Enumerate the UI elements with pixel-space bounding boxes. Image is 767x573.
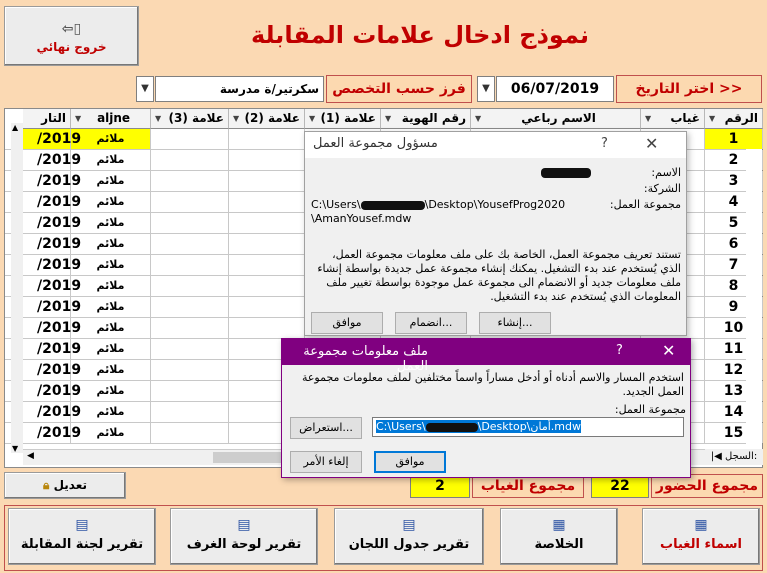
presence-total-value: 22 [591,474,649,498]
grid-cell[interactable] [151,255,229,275]
row-number-cell[interactable]: 5 [705,213,763,233]
scroll-down-icon[interactable]: ▼ [12,444,19,453]
date-cell[interactable]: /2019 [23,150,71,170]
grid-cell[interactable] [229,150,305,170]
report-icon: ▦ [552,517,566,533]
grid-cell[interactable] [229,255,305,275]
date-label: اختر التاريخ >> [616,75,762,103]
specialty-dropdown-button[interactable] [136,76,154,102]
row-number-cell[interactable]: 4 [705,192,763,212]
aljne-cell[interactable]: ملائم [71,192,151,212]
aljne-cell[interactable]: ملائم [71,129,151,149]
absence-total-value: 2 [410,474,470,498]
record-first-icon[interactable]: |◀ [710,451,722,462]
column-header-id[interactable]: ▼ رقم الهوية [381,109,471,129]
report-icon: ▤ [237,517,251,533]
date-cell[interactable]: /2019 [23,276,71,296]
interview-committee-report-button[interactable]: ▤ تقرير لجنة المقابلة [8,508,156,565]
grid-cell[interactable] [151,339,229,359]
sort-arrow-icon: ▼ [75,114,82,123]
column-header-number[interactable]: ▼ الرقم [705,109,763,129]
path-selection: C:\Users\ \Desktop\أمان.mdw [376,420,581,433]
aljne-cell[interactable]: ملائم [71,234,151,254]
row-number-cell[interactable]: 11 [705,339,763,359]
grid-cell[interactable] [151,423,229,443]
sort-arrow-icon: ▼ [475,114,482,123]
column-header-name[interactable]: ▼ الاسم رباعي [471,109,641,129]
row-number-cell[interactable]: 7 [705,255,763,275]
date-cell[interactable]: /2019 [23,318,71,338]
grid-cell[interactable] [151,192,229,212]
lock-icon: 🔒︎ [42,478,50,492]
scroll-left-icon[interactable]: ◀ [27,451,34,461]
aljne-cell[interactable]: ملائم [71,255,151,275]
report-icon: ▤ [402,517,416,533]
workgroup-description: تستند تعريف مجموعة العمل، الخاصة بك على ملف معلومات مجموعة العمل، الذي يُستخدم عند بدء التشغيل. يمكنك إنشاء مجموعة عمل جديدة بواسطة إنشاء ملف معلومات جديد أو الانضمام الى مجموعة عمل موجودة بواسطة تغيير ملف المعلومات الذي يُستخدم عند بدء التشغيل. [317,248,681,303]
sort-arrow-icon: ▼ [709,114,716,123]
company-label: الشركة: [643,182,681,195]
grid-cell[interactable] [151,381,229,401]
column-header-date[interactable]: التار [23,109,71,129]
cancel-button[interactable]: إلغاء الأمر [290,451,362,473]
date-cell[interactable]: /2019 [23,171,71,191]
workgroup-path-line1: C:\Users\ \Desktop\YousefProg2020 [311,198,566,211]
row-number-cell[interactable]: 3 [705,171,763,191]
specialty-field[interactable]: سكرتير/ة مدرسة [155,76,324,102]
date-cell[interactable]: /2019 [23,297,71,317]
date-cell[interactable]: /2019 [23,213,71,233]
sort-arrow-icon: ▼ [385,114,392,123]
aljne-cell[interactable]: ملائم [71,339,151,359]
grid-cell[interactable] [229,318,305,338]
exit-button-label: خروج نهائي [36,40,107,54]
workgroup-path-input[interactable] [372,417,684,437]
grid-cell[interactable] [229,129,305,149]
redacted-username [426,423,478,432]
row-number-cell[interactable]: 15 [705,423,763,443]
grid-cell[interactable] [151,318,229,338]
file-description: استخدم المسار والاسم أدناه أو أدخل مساراً واسماً مختلفين لملف معلومات مجموعة العمل الجديد. [301,371,684,398]
aljne-cell[interactable]: ملائم [71,297,151,317]
date-field[interactable]: 06/07/2019 [496,76,614,102]
date-cell[interactable]: /2019 [23,423,71,443]
grid-cell[interactable] [229,297,305,317]
workgroup-file-dialog [281,338,691,478]
date-cell[interactable]: /2019 [23,255,71,275]
presence-total-label: مجموع الحضور [651,474,763,498]
create-button[interactable]: إنشاء... [479,312,551,334]
chevron-down-icon: ▼ [482,83,490,94]
rooms-board-report-button[interactable]: ▤ تقرير لوحة الغرف [170,508,318,565]
chevron-down-icon: ▼ [141,83,149,94]
sort-arrow-icon: ▼ [155,114,162,123]
dialog-titlebar [282,339,690,374]
sort-arrow-icon: ▼ [645,114,652,123]
grid-cell[interactable] [151,171,229,191]
dialog-title: مسؤول مجموعة العمل [313,136,438,151]
grid-cell[interactable] [151,234,229,254]
exit-door-icon: ⇦▯ [61,21,82,37]
record-label: السجل: [725,451,758,462]
row-number-cell[interactable]: 12 [705,360,763,380]
grid-cell[interactable] [151,276,229,296]
file-field-label: مجموعة العمل: [614,403,686,416]
aljne-cell[interactable]: ملائم [71,276,151,296]
grid-cell[interactable] [151,402,229,422]
grid-cell[interactable] [229,171,305,191]
grid-cell[interactable] [229,213,305,233]
aljne-cell[interactable]: ملائم [71,213,151,233]
browse-button[interactable]: استعراض... [290,417,362,439]
date-cell[interactable]: /2019 [23,402,71,422]
page-title: نموذج ادخال علامات المقابلة [250,21,590,49]
workgroup-path-line2: \AmanYousef.mdw [311,212,412,225]
column-header-absence[interactable]: ▼ غياب [641,109,705,129]
grid-cell[interactable] [229,192,305,212]
specialty-label: فرز حسب التخصص [326,75,472,103]
aljne-cell[interactable]: ملائم [71,423,151,443]
close-icon[interactable]: ✕ [662,341,676,360]
grid-cell[interactable] [229,234,305,254]
vertical-scrollbar[interactable] [11,123,23,453]
aljne-cell[interactable]: ملائم [71,402,151,422]
row-number-cell[interactable]: 14 [705,402,763,422]
date-cell[interactable]: /2019 [23,381,71,401]
date-cell[interactable]: /2019 [23,360,71,380]
row-number-cell[interactable]: 1 [705,129,763,149]
help-icon[interactable]: ? [601,136,608,151]
date-cell[interactable]: /2019 [23,234,71,254]
join-button[interactable]: انضمام... [395,312,467,334]
row-number-cell[interactable]: 9 [705,297,763,317]
help-icon[interactable]: ? [616,343,623,358]
exit-button[interactable] [4,6,139,66]
date-dropdown-button[interactable] [477,76,495,102]
redacted-username [361,201,425,210]
workgroup-label: مجموعة العمل: [609,198,681,211]
grid-cell[interactable] [151,150,229,170]
close-icon[interactable]: ✕ [645,134,659,153]
ok-button[interactable]: موافق [311,312,383,334]
absent-names-button[interactable]: ▦ اسماء الغياب [642,508,760,565]
name-label: الاسم: [651,166,681,179]
edit-button-label: تعديل [53,478,87,492]
aljne-cell[interactable]: ملائم [71,360,151,380]
row-number-cell[interactable]: 6 [705,234,763,254]
aljne-cell[interactable]: ملائم [71,150,151,170]
row-number-cell[interactable]: 10 [705,318,763,338]
grid-cell[interactable] [229,276,305,296]
aljne-cell[interactable]: ملائم [71,318,151,338]
date-cell[interactable]: /2019 [23,192,71,212]
edit-button[interactable] [4,472,126,499]
summary-button[interactable]: ▦ الخلاصة [500,508,618,565]
column-header-mark2[interactable]: ▼ علامة (2) [229,109,305,129]
report-icon: ▦ [694,517,708,533]
date-cell[interactable]: /2019 [23,339,71,359]
row-number-cell[interactable]: 13 [705,381,763,401]
absence-total-label: مجموع الغياب [472,474,584,498]
column-header-mark3[interactable]: ▼ علامة (3) [151,109,229,129]
sort-arrow-icon: ▼ [233,114,240,123]
report-icon: ▤ [75,517,89,533]
file-ok-button[interactable]: موافق [374,451,446,473]
sort-arrow-icon: ▼ [309,114,316,123]
record-navigator[interactable] [705,449,763,465]
committee-schedule-report-button[interactable]: ▤ تقرير جدول اللجان [334,508,484,565]
scroll-up-icon[interactable]: ▲ [12,123,19,132]
workgroup-admin-dialog [304,131,687,336]
row-number-cell[interactable]: 8 [705,276,763,296]
grid-cell[interactable] [151,360,229,380]
column-header-mark1[interactable]: ▼ علامة (1) [305,109,381,129]
dialog-title: ملف معلومات مجموعة العمل [303,344,428,374]
dialog-titlebar [305,132,686,158]
date-cell[interactable]: /2019 [23,129,71,149]
aljne-cell[interactable]: ملائم [71,171,151,191]
row-number-cell[interactable]: 2 [705,150,763,170]
grid-cell[interactable] [151,297,229,317]
redacted-name [541,168,591,178]
grid-cell[interactable] [151,213,229,233]
column-header-aljne[interactable]: ▼ aljne [71,109,151,129]
grid-cell[interactable] [151,129,229,149]
aljne-cell[interactable]: ملائم [71,381,151,401]
